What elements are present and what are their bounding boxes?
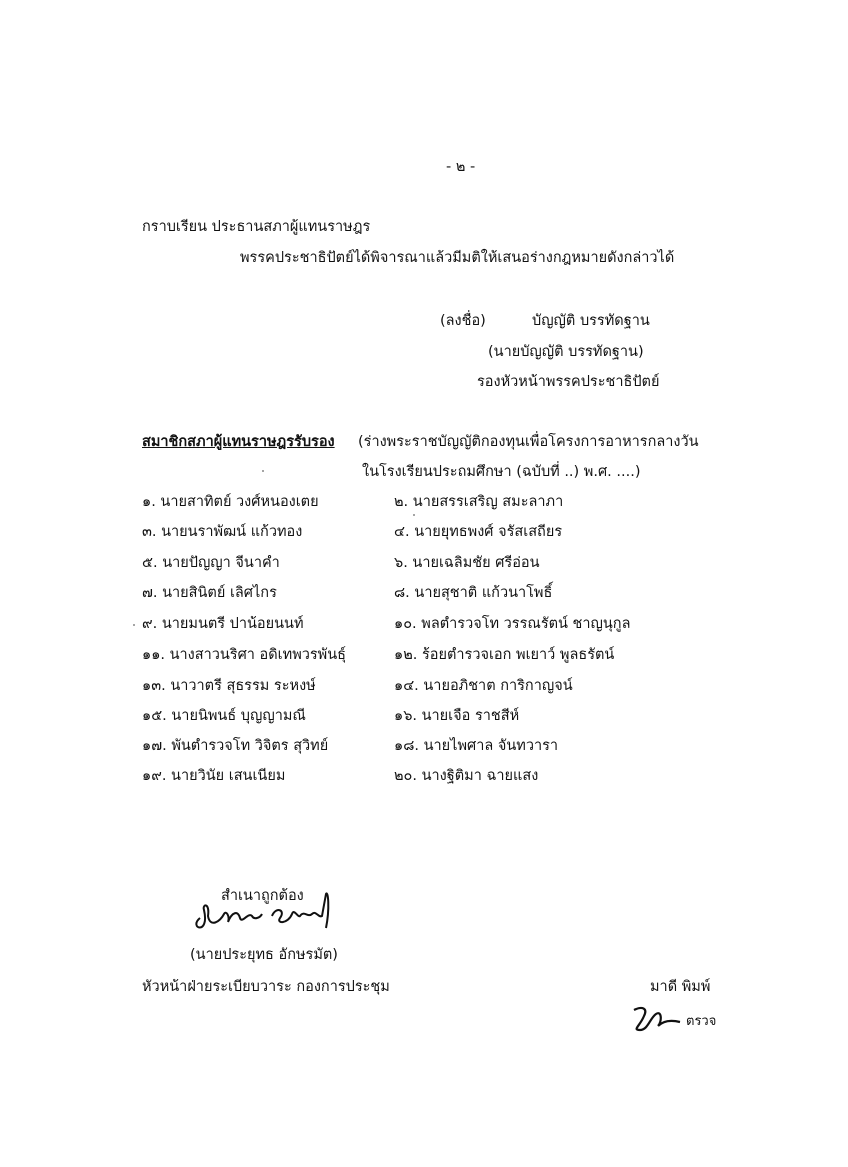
member-item: ๔. นายยุทธพงศ์ จรัสเสถียร [394,524,563,540]
member-item: ๒๐. นางฐิติมา ฉายแสง [394,768,539,784]
scan-speck [413,514,415,516]
member-item: ๒. นายสรรเสริญ สมะลาภา [394,494,564,510]
scan-speck [262,470,264,472]
endorsement-heading: สมาชิกสภาผู้แทนราษฎรรับรอง [142,434,335,450]
typist-note: มาดี พิมพ์ [650,979,711,995]
member-item: ๑๐. พลตำรวจโท วรรณรัตน์ ชาญนุกูล [394,616,631,632]
member-item: ๑๗. พันตำรวจโท วิจิตร สุวิทย์ [142,738,329,754]
member-item: ๗. นายสินิตย์ เลิศไกร [142,585,277,601]
scan-speck [133,624,135,626]
certifier-position: หัวหน้าฝ่ายระเบียบวาระ กองการประชุม [142,979,390,995]
certified-copy-label: สำเนาถูกต้อง [221,888,304,904]
checker-label: ตรวจ [686,1014,717,1029]
bill-title-line-2: ในโรงเรียนประถมศึกษา (ฉบับที่ ..) พ.ศ. ....) [362,464,641,480]
member-item: ๕. นายปัญญา จีนาคำ [142,555,280,571]
member-item: ๓. นายนราพัฒน์ แก้วทอง [142,524,303,540]
signatory-full-name: (นายบัญญัติ บรรทัดฐาน) [488,344,644,360]
member-item: ๙. นายมนตรี ปาน้อยนนท์ [142,616,304,632]
handwritten-initials [628,1000,688,1036]
handwritten-signature [180,888,350,946]
member-item: ๑๖. นายเจือ ราชสีห์ [394,708,520,724]
member-item: ๑๘. นายไพศาล จันทวารา [394,738,559,754]
member-item: ๑๓. นาวาตรี สุธรรม ระหงษ์ [142,678,316,694]
page-number: - ๒ - [446,159,476,175]
member-item: ๖. นายเฉลิมชัย ศรีอ่อน [394,555,540,571]
member-item: ๑๑. นางสาวนริศา อดิเทพวรพันธุ์ [142,647,346,663]
member-item: ๑๒. ร้อยตำรวจเอก พเยาว์ พูลธรัตน์ [394,647,615,663]
member-item: ๑๔. นายอภิชาต การิกาญจน์ [394,678,573,694]
salutation: กราบเรียน ประธานสภาผู้แทนราษฎร [142,219,371,235]
member-item: ๑๙. นายวินัย เสนเนียม [142,768,286,784]
certifier-name: (นายประยุทธ อักษรมัต) [190,947,338,963]
member-item: ๑. นายสาทิตย์ วงศ์หนองเตย [142,494,319,510]
party-resolution-statement: พรรคประชาธิปัตย์ได้พิจารณาแล้วมีมติให้เสนอร่างกฎหมายดังกล่าวได้ [240,250,675,266]
sign-label: (ลงชื่อ) [440,313,486,329]
signatory-position: รองหัวหน้าพรรคประชาธิปัตย์ [477,374,660,390]
member-item: ๘. นายสุชาติ แก้วนาโพธิ์ [394,585,553,601]
member-item: ๑๕. นายนิพนธ์ บุญญามณี [142,708,306,724]
signed-name: บัญญัติ บรรทัดฐาน [532,313,650,329]
bill-title-line-1: (ร่างพระราชบัญญัติกองทุนเพื่อโครงการอาหารกลางวัน [358,434,699,450]
